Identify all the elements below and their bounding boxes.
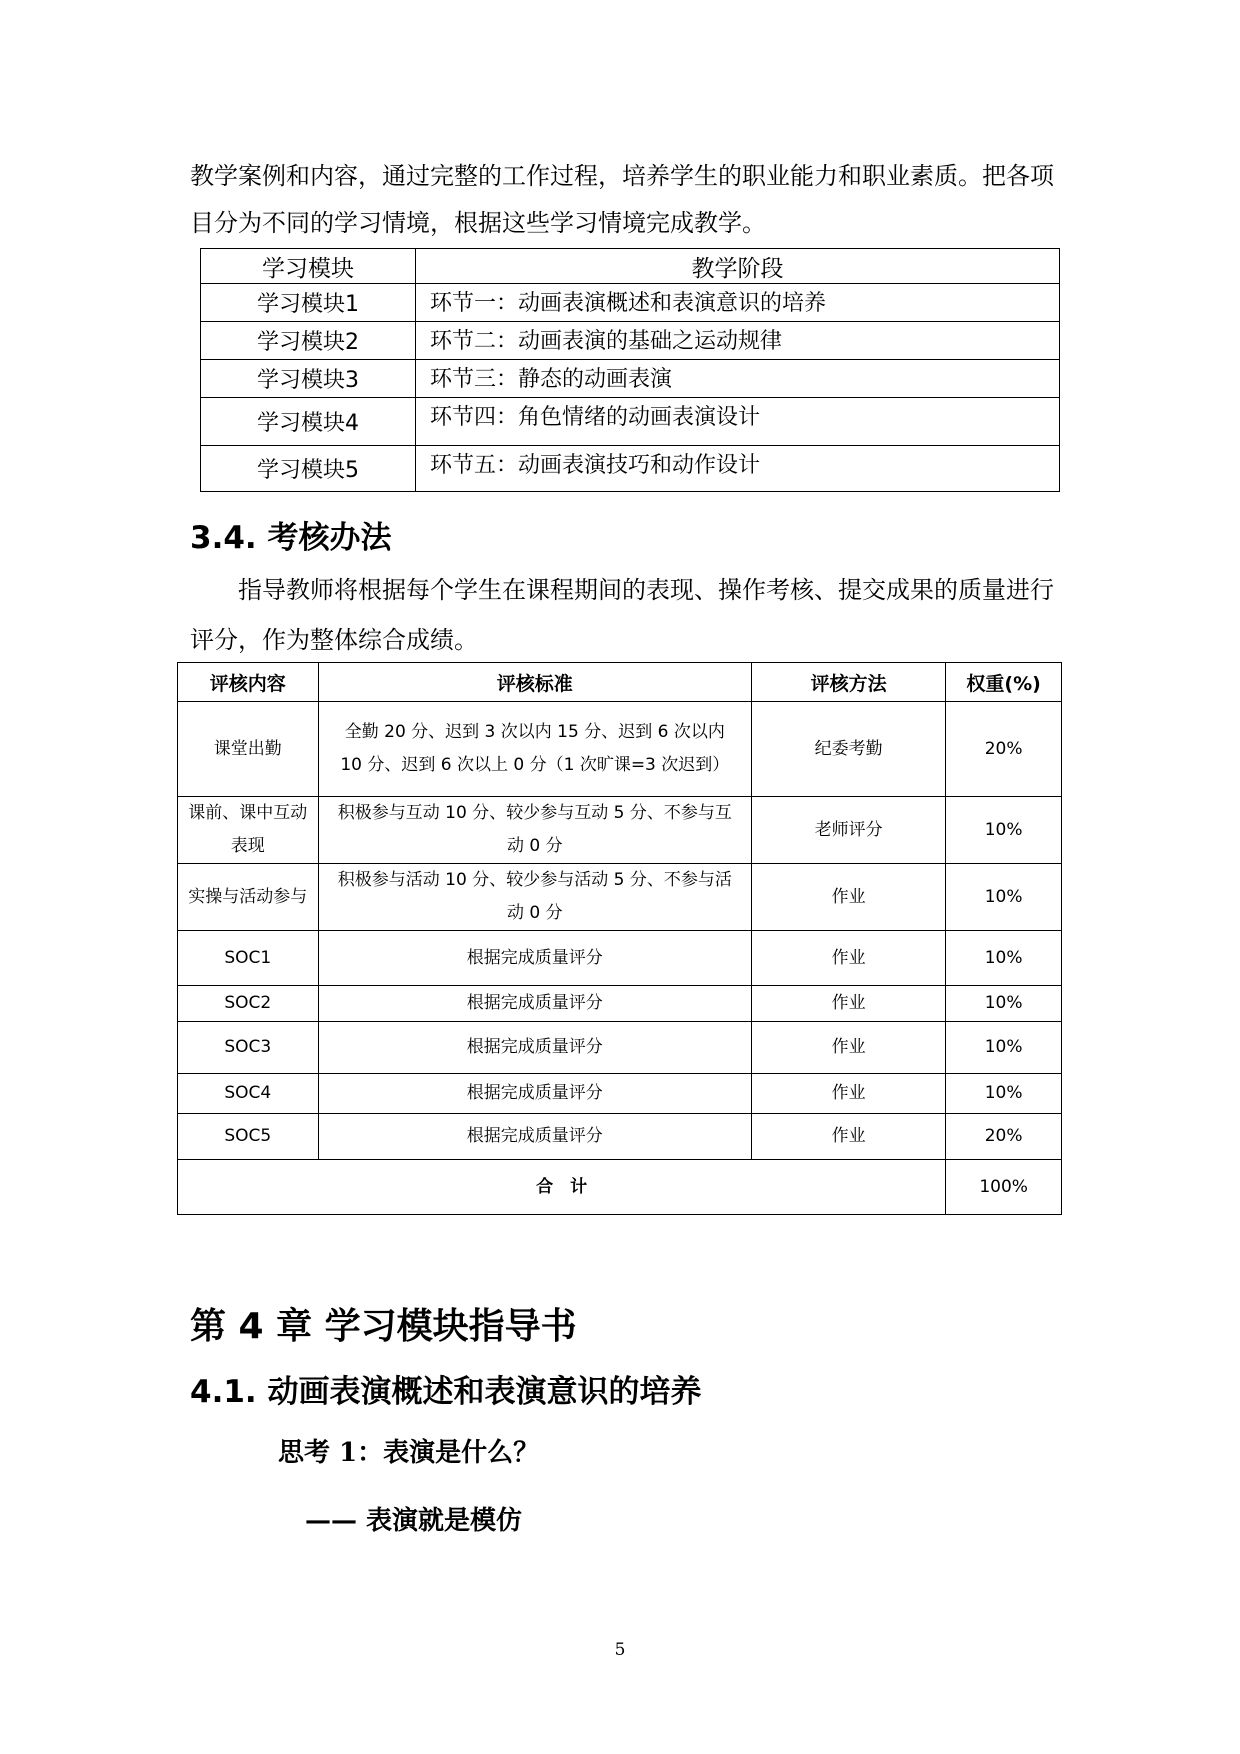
grading-weight: 10% bbox=[946, 797, 1062, 864]
grading-header-row bbox=[178, 663, 1062, 702]
table-row bbox=[201, 398, 1060, 446]
table-row bbox=[201, 284, 1060, 322]
chapter-4-title: 第 4 章 学习模块指导书 bbox=[190, 1306, 577, 1347]
grading-method: 作业 bbox=[752, 1074, 946, 1114]
grading-method: 作业 bbox=[752, 986, 946, 1022]
grading-weight: 10% bbox=[946, 1074, 1062, 1114]
module-name: 学习模块2 bbox=[201, 322, 416, 360]
grading-weight: 20% bbox=[946, 1114, 1062, 1160]
modules-header-stage: 教学阶段 bbox=[416, 249, 1060, 284]
grading-header-method: 评核方法 bbox=[752, 663, 946, 702]
table-row bbox=[178, 797, 1062, 864]
table-row bbox=[178, 1022, 1062, 1074]
modules-header-module: 学习模块 bbox=[201, 249, 416, 284]
grading-total-value: 100% bbox=[946, 1160, 1062, 1215]
think-question-1: 思考 1：表演是什么？ bbox=[278, 1438, 540, 1468]
module-stage: 环节五：动画表演技巧和动作设计 bbox=[416, 446, 1060, 492]
grading-content: SOC4 bbox=[178, 1074, 319, 1114]
grading-method: 作业 bbox=[752, 1022, 946, 1074]
table-row bbox=[178, 864, 1062, 931]
grading-content: SOC2 bbox=[178, 986, 319, 1022]
table-row bbox=[201, 322, 1060, 360]
grading-weight: 10% bbox=[946, 864, 1062, 931]
grading-method: 纪委考勤 bbox=[752, 702, 946, 797]
grading-content: SOC1 bbox=[178, 931, 319, 986]
module-stage: 环节二：动画表演的基础之运动规律 bbox=[416, 322, 1060, 360]
grading-header-content: 评核内容 bbox=[178, 663, 319, 702]
grading-content: 实操与活动参与 bbox=[178, 864, 319, 931]
table-row bbox=[178, 1074, 1062, 1114]
grading-header-standard: 评核标准 bbox=[318, 663, 751, 702]
grading-method: 作业 bbox=[752, 931, 946, 986]
grading-standard: 根据完成质量评分 bbox=[318, 1074, 751, 1114]
modules-header-row bbox=[201, 249, 1060, 284]
intro-line-2: 目分为不同的学习情境，根据这些学习情境完成教学。 bbox=[190, 209, 766, 237]
grading-standard: 根据完成质量评分 bbox=[318, 1114, 751, 1160]
grading-method: 作业 bbox=[752, 864, 946, 931]
grading-content: SOC5 bbox=[178, 1114, 319, 1160]
grading-total-row bbox=[178, 1160, 1062, 1215]
grading-content: 课前、课中互动表现 bbox=[178, 797, 319, 864]
table-row bbox=[178, 702, 1062, 797]
table-row bbox=[201, 360, 1060, 398]
table-row bbox=[178, 931, 1062, 986]
module-name: 学习模块4 bbox=[201, 398, 416, 446]
grading-content: 课堂出勤 bbox=[178, 702, 319, 797]
module-name: 学习模块1 bbox=[201, 284, 416, 322]
grading-standard: 积极参与活动 10 分、较少参与活动 5 分、不参与活动 0 分 bbox=[318, 864, 751, 931]
grading-standard: 根据完成质量评分 bbox=[318, 986, 751, 1022]
grading-weight: 10% bbox=[946, 931, 1062, 986]
grading-content: SOC3 bbox=[178, 1022, 319, 1074]
grading-standard: 全勤 20 分、迟到 3 次以内 15 分、迟到 6 次以内 10 分、迟到 6 次以上 0 分（1 次旷课=3 次迟到） bbox=[318, 702, 751, 797]
module-stage: 环节一：动画表演概述和表演意识的培养 bbox=[416, 284, 1060, 322]
grading-weight: 10% bbox=[946, 1022, 1062, 1074]
table-row bbox=[201, 446, 1060, 492]
intro-line-1: 教学案例和内容，通过完整的工作过程，培养学生的职业能力和职业素质。把各项 bbox=[190, 162, 1054, 190]
modules-table bbox=[200, 248, 1060, 492]
grading-weight: 10% bbox=[946, 986, 1062, 1022]
grading-standard: 积极参与互动 10 分、较少参与互动 5 分、不参与互动 0 分 bbox=[318, 797, 751, 864]
module-stage: 环节四：角色情绪的动画表演设计 bbox=[416, 398, 1060, 446]
think-answer-1: —— 表演就是模仿 bbox=[305, 1506, 523, 1536]
page-number: 5 bbox=[614, 1640, 626, 1660]
section-3-4-paragraph: 指导教师将根据每个学生在课程期间的表现、操作考核、提交成果的质量进行评分，作为整体综合成绩。 bbox=[190, 576, 1054, 654]
section-4-1-title: 4.1. 动画表演概述和表演意识的培养 bbox=[190, 1374, 702, 1410]
grading-table bbox=[177, 662, 1062, 1215]
grading-header-weight: 权重(%) bbox=[946, 663, 1062, 702]
module-name: 学习模块5 bbox=[201, 446, 416, 492]
grading-standard: 根据完成质量评分 bbox=[318, 1022, 751, 1074]
module-name: 学习模块3 bbox=[201, 360, 416, 398]
table-row bbox=[178, 1114, 1062, 1160]
table-row bbox=[178, 986, 1062, 1022]
section-3-4-title: 3.4. 考核办法 bbox=[190, 520, 392, 556]
grading-weight: 20% bbox=[946, 702, 1062, 797]
grading-total-label: 合 计 bbox=[178, 1160, 946, 1215]
grading-method: 老师评分 bbox=[752, 797, 946, 864]
grading-standard: 根据完成质量评分 bbox=[318, 931, 751, 986]
grading-method: 作业 bbox=[752, 1114, 946, 1160]
module-stage: 环节三：静态的动画表演 bbox=[416, 360, 1060, 398]
